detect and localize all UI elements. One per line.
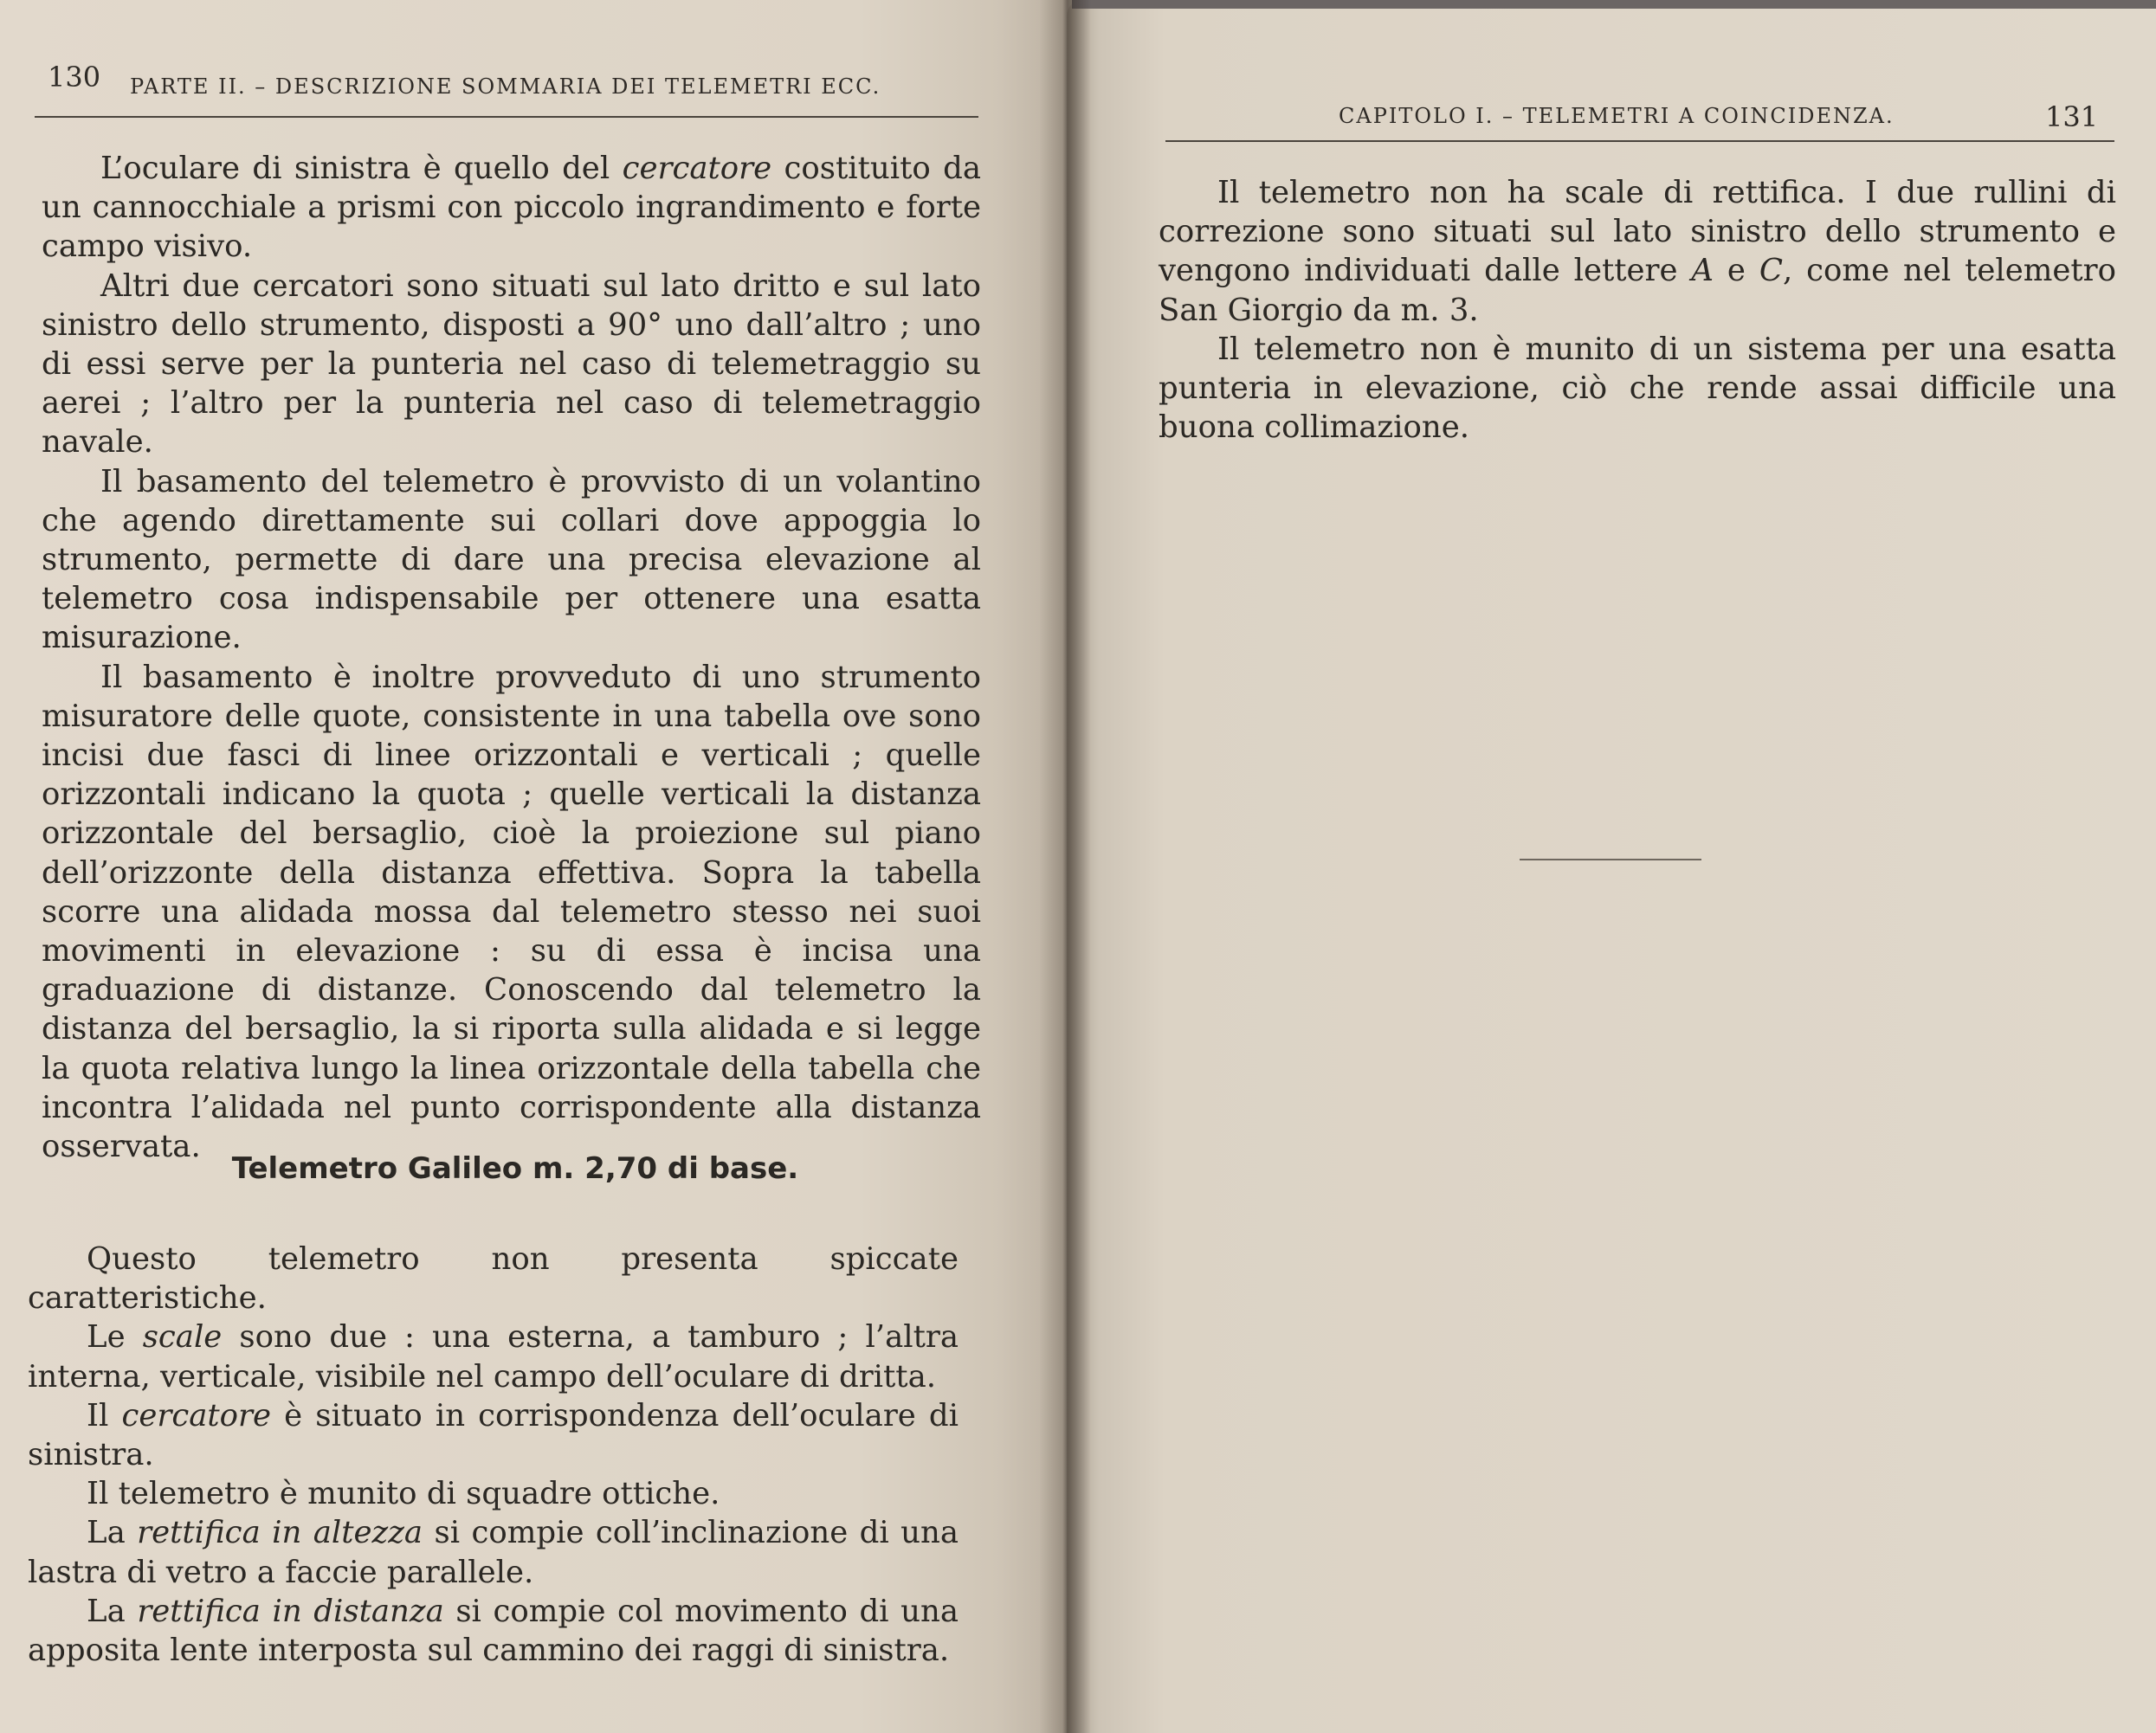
running-head: PARTE II. – DESCRIZIONE SOMMARIA DEI TELEMETRI ECC. <box>130 74 881 99</box>
paragraph <box>1159 173 2116 330</box>
page-number: 130 <box>48 61 101 93</box>
paragraph <box>28 1396 959 1474</box>
text-run: è situato in corrispondenza dell’oculare di sinistra. <box>28 1397 959 1473</box>
left-page <box>0 0 1072 1733</box>
text-run: L’oculare di sinistra è quello del <box>100 151 623 186</box>
italic-term: rettifica in distanza <box>137 1593 444 1629</box>
running-head: CAPITOLO I. – TELEMETRI A COINCIDENZA. <box>1339 104 1895 128</box>
paragraph <box>28 1513 959 1591</box>
body-text <box>42 149 981 1166</box>
italic-term: scale <box>142 1319 223 1356</box>
text-run: Il telemetro è munito di squadre ottiche. <box>87 1476 720 1512</box>
header-rule <box>1165 140 2114 142</box>
text-run: Il telemetro non è munito di un sistema per una esatta punteria in elevazione, ciò che rende assai difficile una buona collimazione. <box>1159 331 2116 446</box>
paragraph <box>28 1240 959 1317</box>
italic-term: A <box>1691 253 1714 289</box>
page-edge <box>1072 0 2156 9</box>
paragraph <box>42 149 981 267</box>
section-end-rule <box>1520 859 1701 860</box>
text-run: Il telemetro non ha scale di rettifica. I due rullini di correzione sono situati sul lato sinistro dello strumento e vengono individuati dalle lettere <box>1159 175 2116 289</box>
text-run: , come nel telemetro San Giorgio da m. 3. <box>1159 253 2116 328</box>
text-run: Il <box>87 1397 122 1433</box>
text-run: Altri due cercatori sono situati sul lato dritto e sul lato sinistro dello strumento, disposti a 90° uno dall’altro ; uno di essi serve per la punteria nel caso di telemetraggio su aerei ; l’altro per la punteria nel caso di telemetraggio navale. <box>42 267 981 461</box>
italic-term: cercatore <box>121 1397 272 1433</box>
paragraph <box>28 1317 959 1395</box>
paragraph <box>28 1592 959 1670</box>
italic-term: C <box>1759 253 1783 289</box>
section-body-text <box>28 1240 959 1670</box>
text-run: Le <box>87 1319 143 1356</box>
paragraph <box>42 462 981 658</box>
paragraph <box>42 658 981 1167</box>
paragraph <box>42 267 981 462</box>
right-page <box>1067 0 2156 1733</box>
text-run: La <box>87 1515 138 1551</box>
header-rule <box>35 116 978 118</box>
text-run: La <box>87 1593 138 1629</box>
body-text <box>1159 173 2116 447</box>
italic-term: rettifica in altezza <box>137 1515 423 1551</box>
text-run: si compie coll’inclinazione di una lastra di vetro a faccie parallele. <box>28 1515 959 1590</box>
page-number: 131 <box>2045 100 2099 133</box>
text-run: Il basamento del telemetro è provvisto di un volantino che agendo direttamente sui collari dove appoggia lo strumento, permette di dare una precisa elevazione al telemetro cosa indispensabile per ottenere una esatta misurazione. <box>42 463 981 656</box>
text-run: si compie col movimento di una apposita lente interposta sul cammino dei raggi di sinistra. <box>28 1593 959 1669</box>
text-run: Il basamento è inoltre provveduto di uno strumento misuratore delle quote, consistente in una tabella ove sono incisi due fasci di linee orizzontali e verticali ; quelle orizzontali indicano la quota ; quelle verticali la distanza orizzontale del bersaglio, cioè la proiezione sul piano dell’orizzonte della distanza effettiva. Sopra la tabella scorre una alidada mossa dal telemetro stesso nei suoi movimenti in elevazione : su di essa è incisa una graduazione di distanze. Conoscendo dal telemetro la distanza del bersaglio, la si riporta sulla alidada e si legge la quota relativa lungo la linea orizzontale della tabella che incontra l’alidada nel punto corrispondente alla distanza osservata. <box>42 659 981 1165</box>
text-run: Questo telemetro non presenta spiccate caratteristiche. <box>28 1241 959 1317</box>
text-run: costituito da un cannocchiale a prismi con piccolo ingrandimento e forte campo visivo. <box>42 151 981 265</box>
paragraph <box>1159 330 2116 448</box>
section-title: Telemetro Galileo m. 2,70 di base. <box>231 1151 799 1186</box>
paragraph <box>28 1474 959 1513</box>
italic-term: cercatore <box>622 151 772 186</box>
text-run: e <box>1714 253 1759 289</box>
text-run: sono due : una esterna, a tamburo ; l’altra interna, verticale, visibile nel campo dell’oculare di dritta. <box>28 1319 959 1395</box>
